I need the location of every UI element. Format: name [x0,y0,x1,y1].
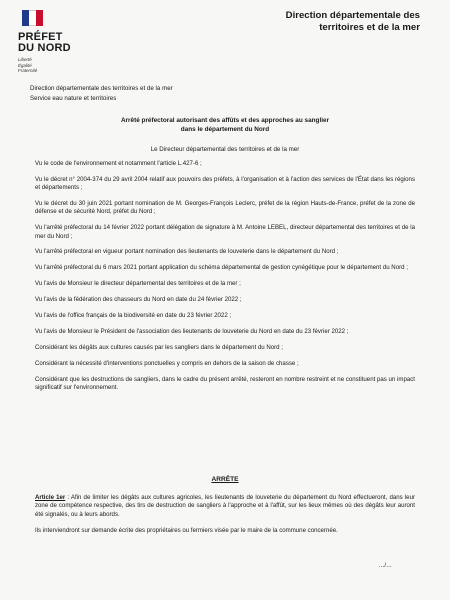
issuer-heading: Direction départementale des territoires et de la mer [285,10,420,33]
arrete-heading: ARRÊTE [211,476,239,483]
sender-block [30,84,330,103]
considerant-item: Vu l'arrêté préfectoral du 14 février 2022 portant délégation de signature à M. Antoine LEBEL, directeur départemental des territoires et de la mer du Nord ; [35,224,415,240]
considerant-item: Vu le décret n° 2004-374 du 29 avril 2004 relatif aux pouvoirs des préfets, à l'organisation et à l'action des services de l'État dans les régions et départements ; [35,175,415,192]
considerant-item: Considérant les dégâts aux cultures causés par les sangliers dans le département du Nord ; [35,343,283,351]
considerant-item: Vu l'avis de l'office français de la biodiversité en date du 23 février 2022 ; [35,312,232,320]
logo-title: PRÉFET DU NORD [18,31,71,54]
sender-department: Direction départementale des territoires et de la mer [30,85,173,92]
logo-motto: Liberté Égalité Fraternité [18,57,38,73]
article-1 [35,494,415,543]
decree-title-line1: Arrêté préfectoral autorisant des affûts et des approches au sanglier [120,117,330,124]
page-continuation-mark: …/… [378,563,392,569]
director-line: Le Directeur départemental des territoires et de la mer [150,146,300,153]
article-1-label: Article 1er [35,494,66,501]
decree-title-line2: dans le département du Nord [180,125,270,133]
decree-title [40,117,410,134]
sender-service: Service eau nature et territoires [30,94,117,102]
considerant-item: Vu l'avis de la fédération des chasseurs du Nord en date du 24 février 2022 ; [35,296,242,304]
marianne-flag-icon [22,10,44,26]
considerant-item: Vu l'avis de Monsieur le Président de l'association des lieutenants de louveterie du Nord en date du 23 février 2022 ; [35,327,349,335]
considerant-item: Vu l'arrêté préfectoral en vigueur portant nomination des lieutenants de louveterie dans le département du Nord ; [35,248,339,256]
article-1-paragraph-2: Ils interviendront sur demande écrite des propriétaires ou fermiers visée par le maire de la commune concernée. [35,526,338,534]
considerant-item: Vu l'arrêté préfectoral du 6 mars 2021 portant application du schéma départemental de gestion cynégétique pour le département du Nord ; [35,264,408,272]
prefet-logo [18,10,88,74]
considerant-item: Considérant que les destructions de sangliers, dans le cadre du présent arrêté, resteront en nombre restreint et ne constituent pas un impact significatif sur l'environnement. [35,375,415,391]
considerant-item: Vu l'avis de Monsieur le directeur départemental des territoires et de la mer ; [35,280,241,288]
considerant-item: Considérant la nécessité d'interventions ponctuelles y compris en dehors de la saison de chasse ; [35,359,299,367]
considerant-item: Vu le code de l'environnement et notamment l'article L.427-6 ; [35,160,202,167]
considerant-item: Vu le décret du 30 juin 2021 portant nomination de M. Georges-François Leclerc, préfet de la région Hauts-de-France, préfet de la zone de défense et de sécurité Nord, préfet du Nord ; [35,200,415,216]
article-1-text: : Afin de limiter les dégâts aux cultures agricoles, les lieutenants de louveterie du département du Nord effectueront, dans leur zone de compétence respective, des tirs de destruction de sangliers à l'approche et à l'affût, sur les lieux mêmes où des dégâts leur auront été signalés, ou à leurs abords. [35,494,415,518]
article-1-paragraph [35,494,415,519]
considerants-list [35,160,415,400]
